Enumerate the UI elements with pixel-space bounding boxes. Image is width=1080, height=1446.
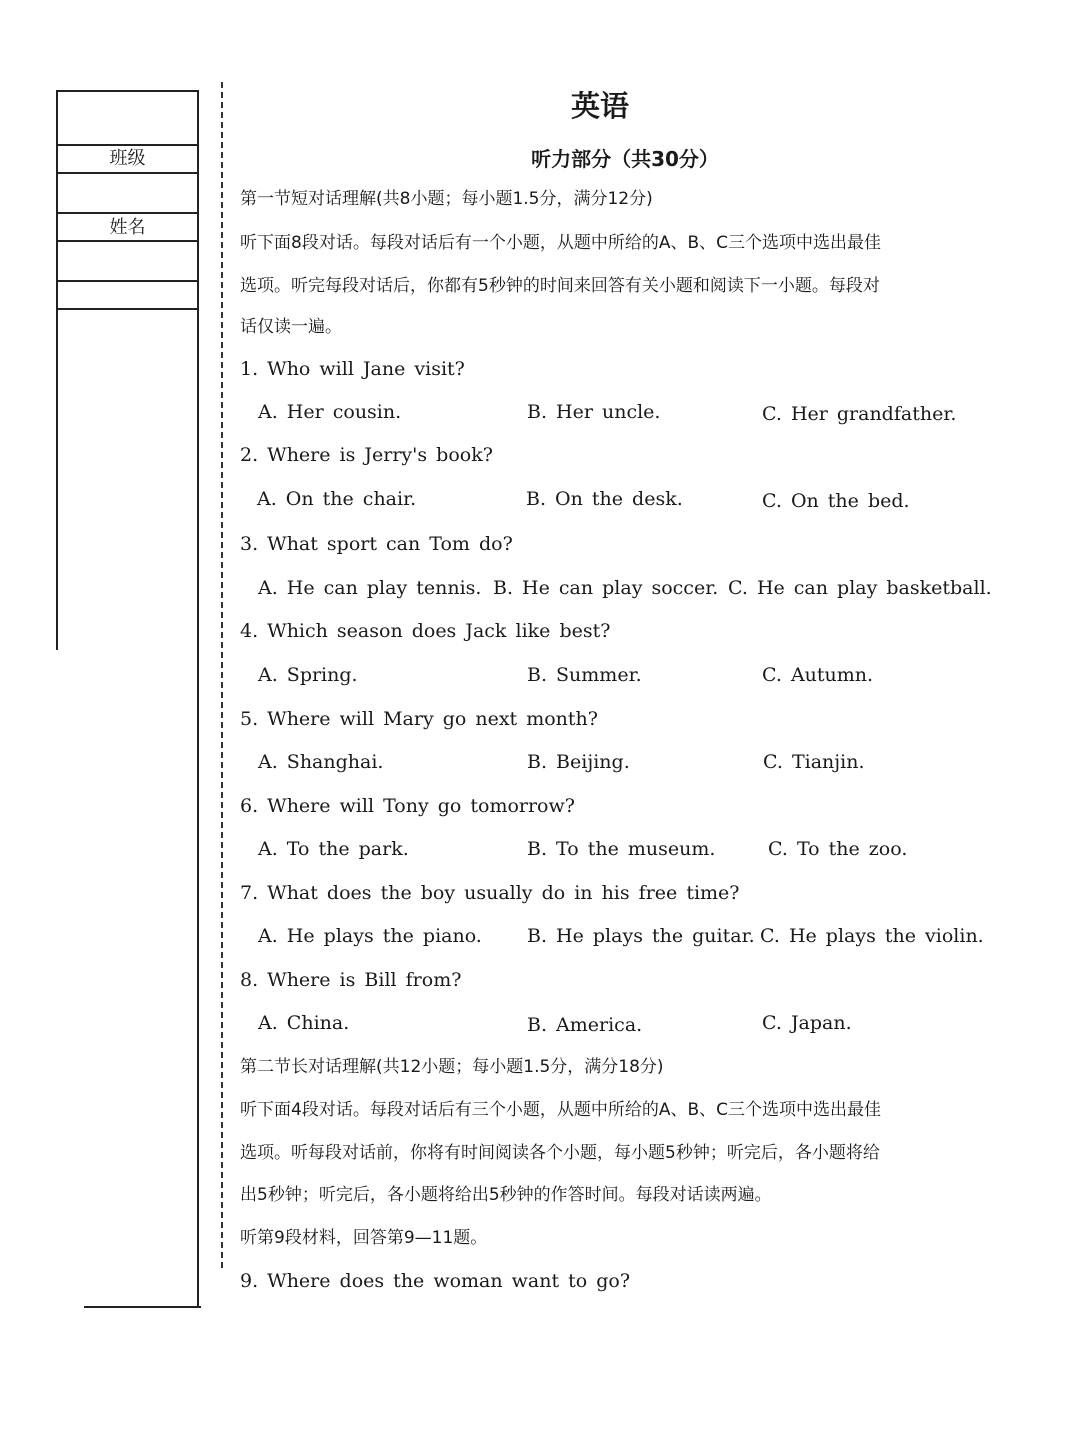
q4-option-a: A. Spring. <box>258 664 358 686</box>
question-2: 2. Where is Jerry's book? <box>240 444 493 466</box>
panel-bottom-line <box>84 1306 201 1308</box>
q8-option-a: A. China. <box>258 1012 350 1034</box>
question-5: 5. Where will Mary go next month? <box>240 708 598 730</box>
section2-instruction-line: 选项。听每段对话前，你将有时间阅读各个小题，每小题5秒钟；听完后，各小题将给 <box>240 1143 880 1163</box>
q5-option-b: B. Beijing. <box>527 751 630 773</box>
q3-option-b: B. He can play soccer. <box>493 577 719 599</box>
q6-option-c: C. To the zoo. <box>768 838 908 860</box>
q8-option-b: B. America. <box>527 1014 643 1036</box>
q5-option-a: A. Shanghai. <box>258 751 384 773</box>
panel-divider <box>56 172 199 174</box>
question-4: 4. Which season does Jack like best? <box>240 620 611 642</box>
q7-option-b: B. He plays the guitar. <box>527 925 755 947</box>
q4-option-c: C. Autumn. <box>762 664 874 686</box>
panel-divider <box>56 280 199 282</box>
q2-option-a: A. On the chair. <box>257 488 417 510</box>
question-6: 6. Where will Tony go tomorrow? <box>240 795 575 817</box>
q1-option-a: A. Her cousin. <box>258 401 402 423</box>
class-label: 班级 <box>109 148 146 169</box>
student-info-panel <box>56 90 199 1308</box>
q1-option-b: B. Her uncle. <box>527 401 661 423</box>
question-1: 1. Who will Jane visit? <box>240 358 465 380</box>
question-3: 3. What sport can Tom do? <box>240 533 513 555</box>
section2-heading: 第二节长对话理解(共12小题；每小题1.5分，满分18分) <box>240 1057 664 1077</box>
question-7: 7. What does the boy usually do in his free time? <box>240 882 740 904</box>
q1-option-c: C. Her grandfather. <box>762 403 957 425</box>
q7-option-c: C. He plays the violin. <box>760 925 984 947</box>
q2-option-c: C. On the bed. <box>762 490 910 512</box>
panel-right-border <box>197 90 199 1308</box>
section1-instruction-line: 听下面8段对话。每段对话后有一个小题，从题中所给的A、B、C三个选项中选出最佳 <box>240 233 881 253</box>
q6-option-a: A. To the park. <box>258 838 409 860</box>
section2-instruction-line: 出5秒钟；听完后，各小题将给出5秒钟的作答时间。每段对话读两遍。 <box>240 1185 772 1205</box>
q3-option-c: C. He can play basketball. <box>728 577 992 599</box>
section1-instruction-line: 话仅读一遍。 <box>240 317 342 337</box>
section2-instruction-line: 听下面4段对话。每段对话后有三个小题，从题中所给的A、B、C三个选项中选出最佳 <box>240 1100 881 1120</box>
q8-option-c: C. Japan. <box>762 1012 852 1034</box>
q7-option-a: A. He plays the piano. <box>258 925 482 947</box>
question-9: 9. Where does the woman want to go? <box>240 1270 631 1292</box>
binding-dashed-line <box>221 82 223 1268</box>
name-label: 姓名 <box>109 217 146 238</box>
material-note: 听第9段材料，回答第9—11题。 <box>240 1228 488 1248</box>
question-8: 8. Where is Bill from? <box>240 969 462 991</box>
page-title: 英语 <box>570 89 629 123</box>
section1-instruction-line: 选项。听完每段对话后，你都有5秒钟的时间来回答有关小题和阅读下一小题。每段对 <box>240 276 880 296</box>
panel-divider <box>56 308 199 310</box>
panel-divider <box>56 240 199 242</box>
q2-option-b: B. On the desk. <box>526 488 683 510</box>
q4-option-b: B. Summer. <box>527 664 642 686</box>
panel-divider <box>56 90 199 92</box>
q5-option-c: C. Tianjin. <box>763 751 865 773</box>
q6-option-b: B. To the museum. <box>527 838 716 860</box>
section-title: 听力部分（共30分） <box>531 147 719 171</box>
section1-heading: 第一节短对话理解(共8小题；每小题1.5分，满分12分) <box>240 189 653 209</box>
panel-divider <box>56 144 199 146</box>
q3-option-a: A. He can play tennis. <box>258 577 482 599</box>
panel-left-border <box>56 90 58 650</box>
panel-divider <box>56 212 199 214</box>
